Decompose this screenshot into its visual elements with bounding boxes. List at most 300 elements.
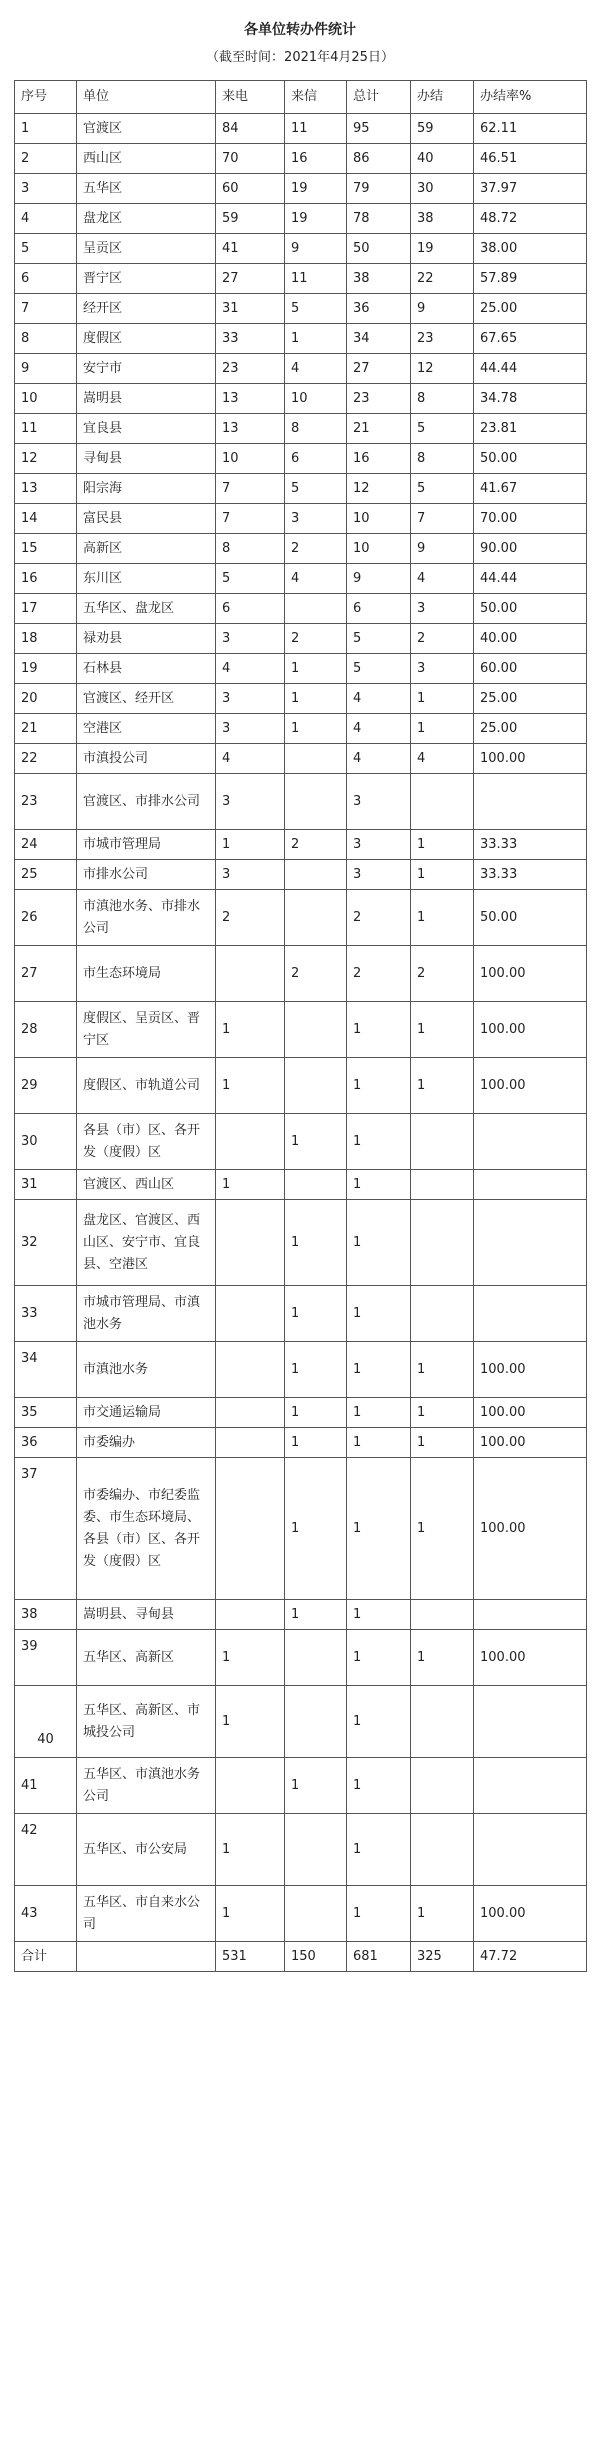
cell-index: 22 <box>15 744 77 774</box>
table-row <box>15 1886 587 1942</box>
cell-closed: 8 <box>411 444 474 474</box>
cell-closed: 1 <box>411 830 474 860</box>
table-row <box>15 774 587 830</box>
cell-calls: 70 <box>216 144 285 174</box>
cell-unit: 禄劝县 <box>77 624 216 654</box>
cell-unit: 市排水公司 <box>77 860 216 890</box>
cell-index: 18 <box>15 624 77 654</box>
cell-closed: 9 <box>411 534 474 564</box>
cell-index: 41 <box>15 1758 77 1814</box>
cell-calls: 59 <box>216 204 285 234</box>
cell-rate: 60.00 <box>474 654 587 684</box>
cell-letters: 5 <box>285 294 347 324</box>
table-row <box>15 234 587 264</box>
cell-total: 1 <box>347 1002 411 1058</box>
cell-unit: 东川区 <box>77 564 216 594</box>
cell-rate <box>474 774 587 830</box>
cell-index: 37 <box>15 1458 77 1600</box>
cell-index: 31 <box>15 1170 77 1200</box>
table-row <box>15 294 587 324</box>
cell-index: 20 <box>15 684 77 714</box>
cell-index: 12 <box>15 444 77 474</box>
cell-calls: 7 <box>216 474 285 504</box>
cell-unit: 晋宁区 <box>77 264 216 294</box>
cell-calls <box>216 1458 285 1600</box>
cell-index: 2 <box>15 144 77 174</box>
cell-index: 7 <box>15 294 77 324</box>
cell-letters <box>285 1886 347 1942</box>
table-row <box>15 144 587 174</box>
cell-letters <box>285 890 347 946</box>
cell-unit: 市交通运输局 <box>77 1398 216 1428</box>
cell-index: 43 <box>15 1886 77 1942</box>
cell-closed: 1 <box>411 1058 474 1114</box>
cell-index: 35 <box>15 1398 77 1428</box>
cell-rate: 100.00 <box>474 1630 587 1686</box>
cell-total: 4 <box>347 744 411 774</box>
cell-rate <box>474 1286 587 1342</box>
cell-letters: 11 <box>285 264 347 294</box>
cell-total: 1 <box>347 1814 411 1886</box>
table-row <box>15 744 587 774</box>
table-row <box>15 414 587 444</box>
cell-closed: 1 <box>411 890 474 946</box>
cell-index: 11 <box>15 414 77 444</box>
cell-index: 3 <box>15 174 77 204</box>
cell-index: 合计 <box>15 1942 77 1972</box>
cell-calls: 23 <box>216 354 285 384</box>
table-row <box>15 1286 587 1342</box>
cell-unit: 度假区 <box>77 324 216 354</box>
cell-calls <box>216 1114 285 1170</box>
cell-letters: 1 <box>285 1342 347 1398</box>
cell-letters: 2 <box>285 624 347 654</box>
cell-index: 21 <box>15 714 77 744</box>
cell-unit: 官渡区 <box>77 114 216 144</box>
table-row <box>15 1458 587 1600</box>
cell-closed: 38 <box>411 204 474 234</box>
cell-index: 28 <box>15 1002 77 1058</box>
cell-letters: 2 <box>285 830 347 860</box>
cell-unit: 空港区 <box>77 714 216 744</box>
cell-calls: 1 <box>216 1058 285 1114</box>
cell-calls <box>216 1200 285 1286</box>
cell-index: 27 <box>15 946 77 1002</box>
cell-calls: 5 <box>216 564 285 594</box>
cell-total: 50 <box>347 234 411 264</box>
cell-calls: 31 <box>216 294 285 324</box>
cell-unit: 官渡区、市排水公司 <box>77 774 216 830</box>
cell-unit: 呈贡区 <box>77 234 216 264</box>
cell-closed <box>411 1170 474 1200</box>
cell-index: 40 <box>15 1686 77 1758</box>
cell-rate: 100.00 <box>474 1342 587 1398</box>
cell-rate: 25.00 <box>474 294 587 324</box>
cell-closed: 1 <box>411 1458 474 1600</box>
statistics-table <box>14 80 587 1972</box>
cell-calls: 3 <box>216 860 285 890</box>
cell-unit: 度假区、市轨道公司 <box>77 1058 216 1114</box>
cell-closed <box>411 1814 474 1886</box>
cell-letters: 1 <box>285 1600 347 1630</box>
cell-unit: 市委编办 <box>77 1428 216 1458</box>
cell-total: 3 <box>347 860 411 890</box>
cell-rate: 48.72 <box>474 204 587 234</box>
cell-index: 38 <box>15 1600 77 1630</box>
cell-calls: 1 <box>216 1170 285 1200</box>
cell-total: 34 <box>347 324 411 354</box>
table-row <box>15 1428 587 1458</box>
table-row <box>15 890 587 946</box>
cell-closed: 8 <box>411 384 474 414</box>
cell-calls: 3 <box>216 624 285 654</box>
cell-letters: 1 <box>285 1114 347 1170</box>
table-row <box>15 444 587 474</box>
cell-calls: 27 <box>216 264 285 294</box>
cell-calls: 1 <box>216 1814 285 1886</box>
cell-calls: 41 <box>216 234 285 264</box>
cell-unit: 市滇池水务 <box>77 1342 216 1398</box>
cell-closed: 1 <box>411 714 474 744</box>
cell-letters: 1 <box>285 1398 347 1428</box>
cell-rate: 38.00 <box>474 234 587 264</box>
cell-rate: 44.44 <box>474 354 587 384</box>
cell-unit: 五华区、市公安局 <box>77 1814 216 1886</box>
cell-index: 14 <box>15 504 77 534</box>
cell-rate <box>474 1114 587 1170</box>
cell-index: 29 <box>15 1058 77 1114</box>
cell-total: 1 <box>347 1630 411 1686</box>
cell-letters: 5 <box>285 474 347 504</box>
table-row <box>15 504 587 534</box>
cell-closed <box>411 774 474 830</box>
cell-letters: 1 <box>285 324 347 354</box>
page-subtitle: （截至时间：2021年4月25日） <box>206 50 394 65</box>
cell-letters: 1 <box>285 1758 347 1814</box>
cell-letters: 来信 <box>285 81 347 114</box>
cell-closed: 1 <box>411 1428 474 1458</box>
cell-calls: 1 <box>216 1886 285 1942</box>
cell-total: 4 <box>347 684 411 714</box>
cell-index: 5 <box>15 234 77 264</box>
cell-calls: 1 <box>216 1686 285 1758</box>
page-title: 各单位转办件统计 <box>244 22 356 38</box>
cell-calls: 3 <box>216 684 285 714</box>
cell-calls: 1 <box>216 1630 285 1686</box>
cell-index: 32 <box>15 1200 77 1286</box>
table-row <box>15 1342 587 1398</box>
cell-letters: 9 <box>285 234 347 264</box>
cell-index: 25 <box>15 860 77 890</box>
cell-rate: 44.44 <box>474 564 587 594</box>
table-row <box>15 594 587 624</box>
cell-closed: 4 <box>411 744 474 774</box>
cell-calls: 2 <box>216 890 285 946</box>
cell-total: 36 <box>347 294 411 324</box>
cell-closed: 9 <box>411 294 474 324</box>
cell-closed: 1 <box>411 684 474 714</box>
cell-total: 86 <box>347 144 411 174</box>
cell-rate: 50.00 <box>474 890 587 946</box>
table-total-row <box>15 1942 587 1972</box>
cell-rate <box>474 1758 587 1814</box>
cell-unit: 五华区、市自来水公司 <box>77 1886 216 1942</box>
cell-total: 1 <box>347 1428 411 1458</box>
cell-rate: 100.00 <box>474 1058 587 1114</box>
cell-total: 23 <box>347 384 411 414</box>
cell-rate: 90.00 <box>474 534 587 564</box>
cell-index: 42 <box>15 1814 77 1886</box>
cell-total: 27 <box>347 354 411 384</box>
table-row <box>15 1002 587 1058</box>
cell-unit: 富民县 <box>77 504 216 534</box>
cell-rate: 100.00 <box>474 1886 587 1942</box>
table-row <box>15 830 587 860</box>
cell-calls: 来电 <box>216 81 285 114</box>
cell-calls <box>216 1600 285 1630</box>
cell-calls <box>216 1428 285 1458</box>
cell-rate: 37.97 <box>474 174 587 204</box>
cell-total: 95 <box>347 114 411 144</box>
cell-total: 1 <box>347 1170 411 1200</box>
table-row <box>15 324 587 354</box>
cell-rate: 34.78 <box>474 384 587 414</box>
table-row <box>15 354 587 384</box>
cell-index: 1 <box>15 114 77 144</box>
cell-calls: 1 <box>216 1002 285 1058</box>
cell-unit: 各县（市）区、各开发（度假）区 <box>77 1114 216 1170</box>
cell-total: 1 <box>347 1114 411 1170</box>
cell-total: 5 <box>347 654 411 684</box>
table-row <box>15 534 587 564</box>
cell-letters: 16 <box>285 144 347 174</box>
cell-index: 序号 <box>15 81 77 114</box>
cell-rate: 67.65 <box>474 324 587 354</box>
cell-index: 30 <box>15 1114 77 1170</box>
table-row <box>15 1630 587 1686</box>
cell-calls <box>216 1758 285 1814</box>
cell-total: 1 <box>347 1600 411 1630</box>
cell-letters: 4 <box>285 354 347 384</box>
cell-total: 1 <box>347 1686 411 1758</box>
cell-letters: 2 <box>285 534 347 564</box>
cell-closed <box>411 1114 474 1170</box>
cell-unit: 嵩明县 <box>77 384 216 414</box>
cell-closed: 325 <box>411 1942 474 1972</box>
cell-total: 9 <box>347 564 411 594</box>
cell-closed: 1 <box>411 1398 474 1428</box>
cell-calls: 8 <box>216 534 285 564</box>
table-row <box>15 114 587 144</box>
cell-closed <box>411 1286 474 1342</box>
cell-unit: 高新区 <box>77 534 216 564</box>
cell-letters: 1 <box>285 714 347 744</box>
cell-unit: 市生态环境局 <box>77 946 216 1002</box>
cell-unit: 五华区、高新区、市城投公司 <box>77 1686 216 1758</box>
cell-total: 21 <box>347 414 411 444</box>
cell-closed: 5 <box>411 474 474 504</box>
cell-index: 23 <box>15 774 77 830</box>
cell-total: 1 <box>347 1886 411 1942</box>
table-row <box>15 204 587 234</box>
cell-rate: 40.00 <box>474 624 587 654</box>
cell-index: 26 <box>15 890 77 946</box>
cell-rate: 50.00 <box>474 594 587 624</box>
cell-letters <box>285 1686 347 1758</box>
cell-rate: 100.00 <box>474 946 587 1002</box>
cell-unit: 单位 <box>77 81 216 114</box>
cell-closed: 1 <box>411 860 474 890</box>
cell-index: 39 <box>15 1630 77 1686</box>
cell-closed: 3 <box>411 594 474 624</box>
table-row <box>15 714 587 744</box>
cell-rate: 办结率% <box>474 81 587 114</box>
cell-rate: 25.00 <box>474 684 587 714</box>
cell-total: 38 <box>347 264 411 294</box>
cell-closed: 19 <box>411 234 474 264</box>
table-row <box>15 946 587 1002</box>
cell-letters <box>285 1170 347 1200</box>
table-row <box>15 474 587 504</box>
cell-total: 3 <box>347 774 411 830</box>
cell-closed: 5 <box>411 414 474 444</box>
cell-total: 10 <box>347 504 411 534</box>
cell-total: 1 <box>347 1398 411 1428</box>
cell-total: 5 <box>347 624 411 654</box>
cell-index: 16 <box>15 564 77 594</box>
cell-index: 36 <box>15 1428 77 1458</box>
cell-letters: 11 <box>285 114 347 144</box>
cell-letters: 1 <box>285 654 347 684</box>
cell-letters <box>285 744 347 774</box>
cell-total: 1 <box>347 1758 411 1814</box>
cell-calls: 10 <box>216 444 285 474</box>
cell-total: 1 <box>347 1342 411 1398</box>
cell-calls: 33 <box>216 324 285 354</box>
cell-rate: 23.81 <box>474 414 587 444</box>
cell-rate: 25.00 <box>474 714 587 744</box>
cell-unit: 嵩明县、寻甸县 <box>77 1600 216 1630</box>
cell-total: 2 <box>347 890 411 946</box>
cell-rate: 57.89 <box>474 264 587 294</box>
cell-total: 2 <box>347 946 411 1002</box>
cell-closed: 4 <box>411 564 474 594</box>
cell-closed: 1 <box>411 1002 474 1058</box>
cell-unit: 寻甸县 <box>77 444 216 474</box>
table-row <box>15 384 587 414</box>
cell-index: 33 <box>15 1286 77 1342</box>
cell-closed <box>411 1600 474 1630</box>
cell-calls <box>216 1342 285 1398</box>
cell-unit: 官渡区、经开区 <box>77 684 216 714</box>
cell-unit: 市滇投公司 <box>77 744 216 774</box>
cell-total: 1 <box>347 1058 411 1114</box>
cell-closed: 办结 <box>411 81 474 114</box>
cell-closed: 1 <box>411 1630 474 1686</box>
cell-calls: 13 <box>216 384 285 414</box>
cell-rate: 100.00 <box>474 744 587 774</box>
cell-closed <box>411 1758 474 1814</box>
table-row <box>15 1200 587 1286</box>
table-row <box>15 1058 587 1114</box>
cell-rate: 41.67 <box>474 474 587 504</box>
cell-closed <box>411 1200 474 1286</box>
cell-total: 3 <box>347 830 411 860</box>
cell-calls: 1 <box>216 830 285 860</box>
cell-unit: 西山区 <box>77 144 216 174</box>
cell-letters: 1 <box>285 1200 347 1286</box>
cell-letters: 19 <box>285 204 347 234</box>
table-row <box>15 1758 587 1814</box>
cell-letters: 150 <box>285 1942 347 1972</box>
cell-total: 10 <box>347 534 411 564</box>
cell-unit: 盘龙区 <box>77 204 216 234</box>
cell-unit: 市滇池水务、市排水公司 <box>77 890 216 946</box>
cell-index: 6 <box>15 264 77 294</box>
cell-unit: 市委编办、市纪委监委、市生态环境局、各县（市）区、各开发（度假）区 <box>77 1458 216 1600</box>
table-row <box>15 1114 587 1170</box>
cell-rate <box>474 1170 587 1200</box>
cell-calls: 4 <box>216 744 285 774</box>
cell-unit: 市城市管理局 <box>77 830 216 860</box>
cell-unit: 五华区、市滇池水务公司 <box>77 1758 216 1814</box>
cell-letters: 1 <box>285 1286 347 1342</box>
cell-index: 4 <box>15 204 77 234</box>
cell-unit: 盘龙区、官渡区、西山区、安宁市、宜良县、空港区 <box>77 1200 216 1286</box>
cell-total: 1 <box>347 1286 411 1342</box>
cell-closed: 1 <box>411 1886 474 1942</box>
cell-letters: 1 <box>285 1428 347 1458</box>
cell-total: 1 <box>347 1458 411 1600</box>
cell-total: 6 <box>347 594 411 624</box>
cell-letters <box>285 1058 347 1114</box>
cell-letters <box>285 774 347 830</box>
cell-unit: 经开区 <box>77 294 216 324</box>
table-row <box>15 1170 587 1200</box>
cell-rate: 47.72 <box>474 1942 587 1972</box>
table-row <box>15 624 587 654</box>
cell-letters: 3 <box>285 504 347 534</box>
cell-index: 9 <box>15 354 77 384</box>
cell-rate: 33.33 <box>474 860 587 890</box>
cell-calls: 13 <box>216 414 285 444</box>
cell-unit: 五华区 <box>77 174 216 204</box>
cell-total: 16 <box>347 444 411 474</box>
cell-unit: 安宁市 <box>77 354 216 384</box>
cell-calls: 60 <box>216 174 285 204</box>
cell-rate: 62.11 <box>474 114 587 144</box>
cell-letters: 10 <box>285 384 347 414</box>
cell-closed: 7 <box>411 504 474 534</box>
cell-calls: 3 <box>216 714 285 744</box>
table-row <box>15 264 587 294</box>
cell-total: 78 <box>347 204 411 234</box>
cell-index: 24 <box>15 830 77 860</box>
cell-index: 15 <box>15 534 77 564</box>
table-row <box>15 1814 587 1886</box>
table-row <box>15 1600 587 1630</box>
cell-letters <box>285 1002 347 1058</box>
cell-unit: 石林县 <box>77 654 216 684</box>
cell-index: 17 <box>15 594 77 624</box>
cell-rate <box>474 1686 587 1758</box>
cell-rate: 100.00 <box>474 1398 587 1428</box>
cell-index: 19 <box>15 654 77 684</box>
cell-unit: 市城市管理局、市滇池水务 <box>77 1286 216 1342</box>
cell-rate: 100.00 <box>474 1002 587 1058</box>
cell-closed: 3 <box>411 654 474 684</box>
table-row <box>15 654 587 684</box>
